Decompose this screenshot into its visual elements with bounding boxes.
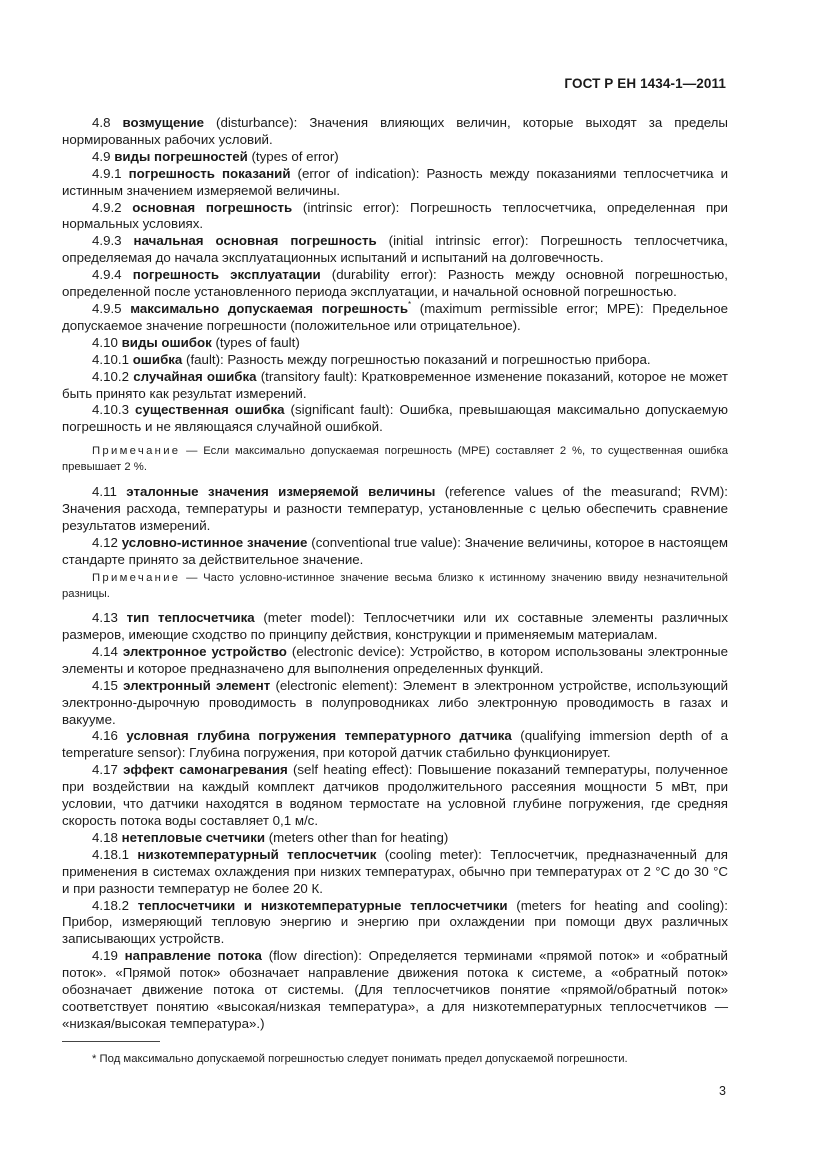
term-entry: 4.10.3 существенная ошибка (significant fault): Ошибка, превышающая максимально допускаемую погрешность и не являющаяся случайной ошибкой.	[62, 402, 728, 435]
note-label: Примечание	[92, 445, 181, 458]
footnote-marker: *	[408, 299, 412, 309]
term-entry: 4.17 эффект самонагревания (self heating effect): Повышение показаний температуры, полученное при воздействии на каждый комплект датчиков продолжительного рассеяния мощности 5 мВт, при условии, что датчики находятся в водяном термостате на условной глубине погружения, где средняя скорость потока воды составляет 0,1 м/с.	[62, 762, 729, 828]
term-entry: 4.10 виды ошибок (types of fault)	[92, 334, 300, 350]
note: Примечание — Если максимально допускаемая погрешность (MPE) составляет 2 %, то существенная ошибка превышает 2 %.	[62, 445, 728, 473]
term-entry: 4.11 эталонные значения измеряемой величины (reference values of the measurand; RVM): Значения расхода, температуры и разности температур, установленные с целью обеспечить сравнение результатов измерений.	[62, 484, 728, 534]
note-label: Примечание	[92, 571, 181, 584]
term-entry: 4.12 условно-истинное значение (conventional true value): Значение величины, которое в настоящем стандарте принято за действительное значение.	[62, 535, 728, 568]
term-entry: 4.9 виды погрешностей (types of error)	[92, 148, 339, 164]
term-entry: 4.19 направление потока (flow direction): Определяется терминами «прямой поток» и «обратный поток». «Прямой поток» обозначает направление движения потока к системе, а «обратный поток» обозначает движение потока от системы. (Для теплосчетчиков понятие «прямой/обратный поток» соответствует понятию «высокая/низкая температура», а для низкотемпературных теплосчетчиков — «низкая/высокая температура».)	[62, 948, 728, 1031]
term-entry: 4.9.5 максимально допускаемая погрешность* (maximum permissible error; MPE): Предельное допускаемое значение погрешности (положительное или отрицательное).	[62, 299, 729, 333]
term-entry: 4.18 нетепловые счетчики (meters other than for heating)	[92, 829, 449, 845]
term-entry: 4.18.2 теплосчетчики и низкотемпературные теплосчетчики (meters for heating and cooling): Прибор, измеряющий тепловую энергию и энергию при охлаждении при помощи двух различных записывающих устройств.	[62, 897, 728, 947]
footnote-marker: *	[92, 1052, 97, 1065]
term-entry: 4.9.3 начальная основная погрешность (initial intrinsic error): Погрешность теплосчетчика, определяемая до начала эксплуатационных испытаний и испытаний на долговечность.	[62, 233, 728, 266]
term-entry: 4.9.1 погрешность показаний (error of indication): Разность между показаниями теплосчетчика и истинным значением измеряемой величины.	[62, 165, 728, 198]
term-entry: 4.14 электронное устройство (electronic device): Устройство, в котором использованы электронные элементы и которое предназначено для выполнения определенных функций.	[62, 643, 728, 676]
document-code: ГОСТ Р ЕН 1434-1—2011	[564, 76, 726, 91]
footnote: * Под максимально допускаемой погрешностью следует понимать предел допускаемой погрешности.	[92, 1052, 628, 1065]
note: Примечание — Часто условно-истинное значение весьма близко к истинному значению ввиду незначительной разницы.	[62, 571, 728, 600]
term-entry: 4.8 возмущение (disturbance): Значения влияющих величин, которые выходят за пределы нормированных рабочих условий.	[62, 115, 728, 147]
term-entry: 4.9.4 погрешность эксплуатации (durability error): Разность между основной погрешностью, определенной после установленного периода эксплуатации, и начальной основной погрешностью.	[62, 267, 728, 300]
page-body	[62, 115, 728, 1067]
footnote-divider	[62, 1041, 160, 1042]
term-entry: 4.15 электронный элемент (electronic element): Элемент в электронном устройстве, использующий электронно-дырочную проводимость в полупроводниках либо электронную проводимость в газах и вакууме.	[62, 677, 729, 727]
term-entry: 4.10.2 случайная ошибка (transitory fault): Кратковременное изменение показаний, которое не может быть принято как результат измерений.	[62, 368, 728, 401]
term-entry: 4.16 условная глубина погружения температурного датчика (qualifying immersion depth of a temperature sensor): Глубина погружения, при которой датчик стабильно функционирует.	[62, 728, 728, 761]
term-entry: 4.10.1 ошибка (fault): Разность между погрешностью показаний и погрешностью прибора.	[92, 351, 651, 367]
term-entry: 4.18.1 низкотемпературный теплосчетчик (cooling meter): Теплосчетчик, предназначенный для применения в системах охлаждения при низких температурах, обычно при температурах от 2 °С до 30 °С и при разности температур не более 20 К.	[62, 846, 729, 896]
term-entry: 4.13 тип теплосчетчика (meter model): Теплосчетчики или их составные элементы различных размеров, имеющие сходство по принципу действия, конструкции и применяемым материалам.	[62, 610, 728, 643]
page-number: 3	[719, 1084, 726, 1098]
term-entry: 4.9.2 основная погрешность (intrinsic error): Погрешность теплосчетчика, определенная при нормальных условиях.	[62, 199, 728, 232]
